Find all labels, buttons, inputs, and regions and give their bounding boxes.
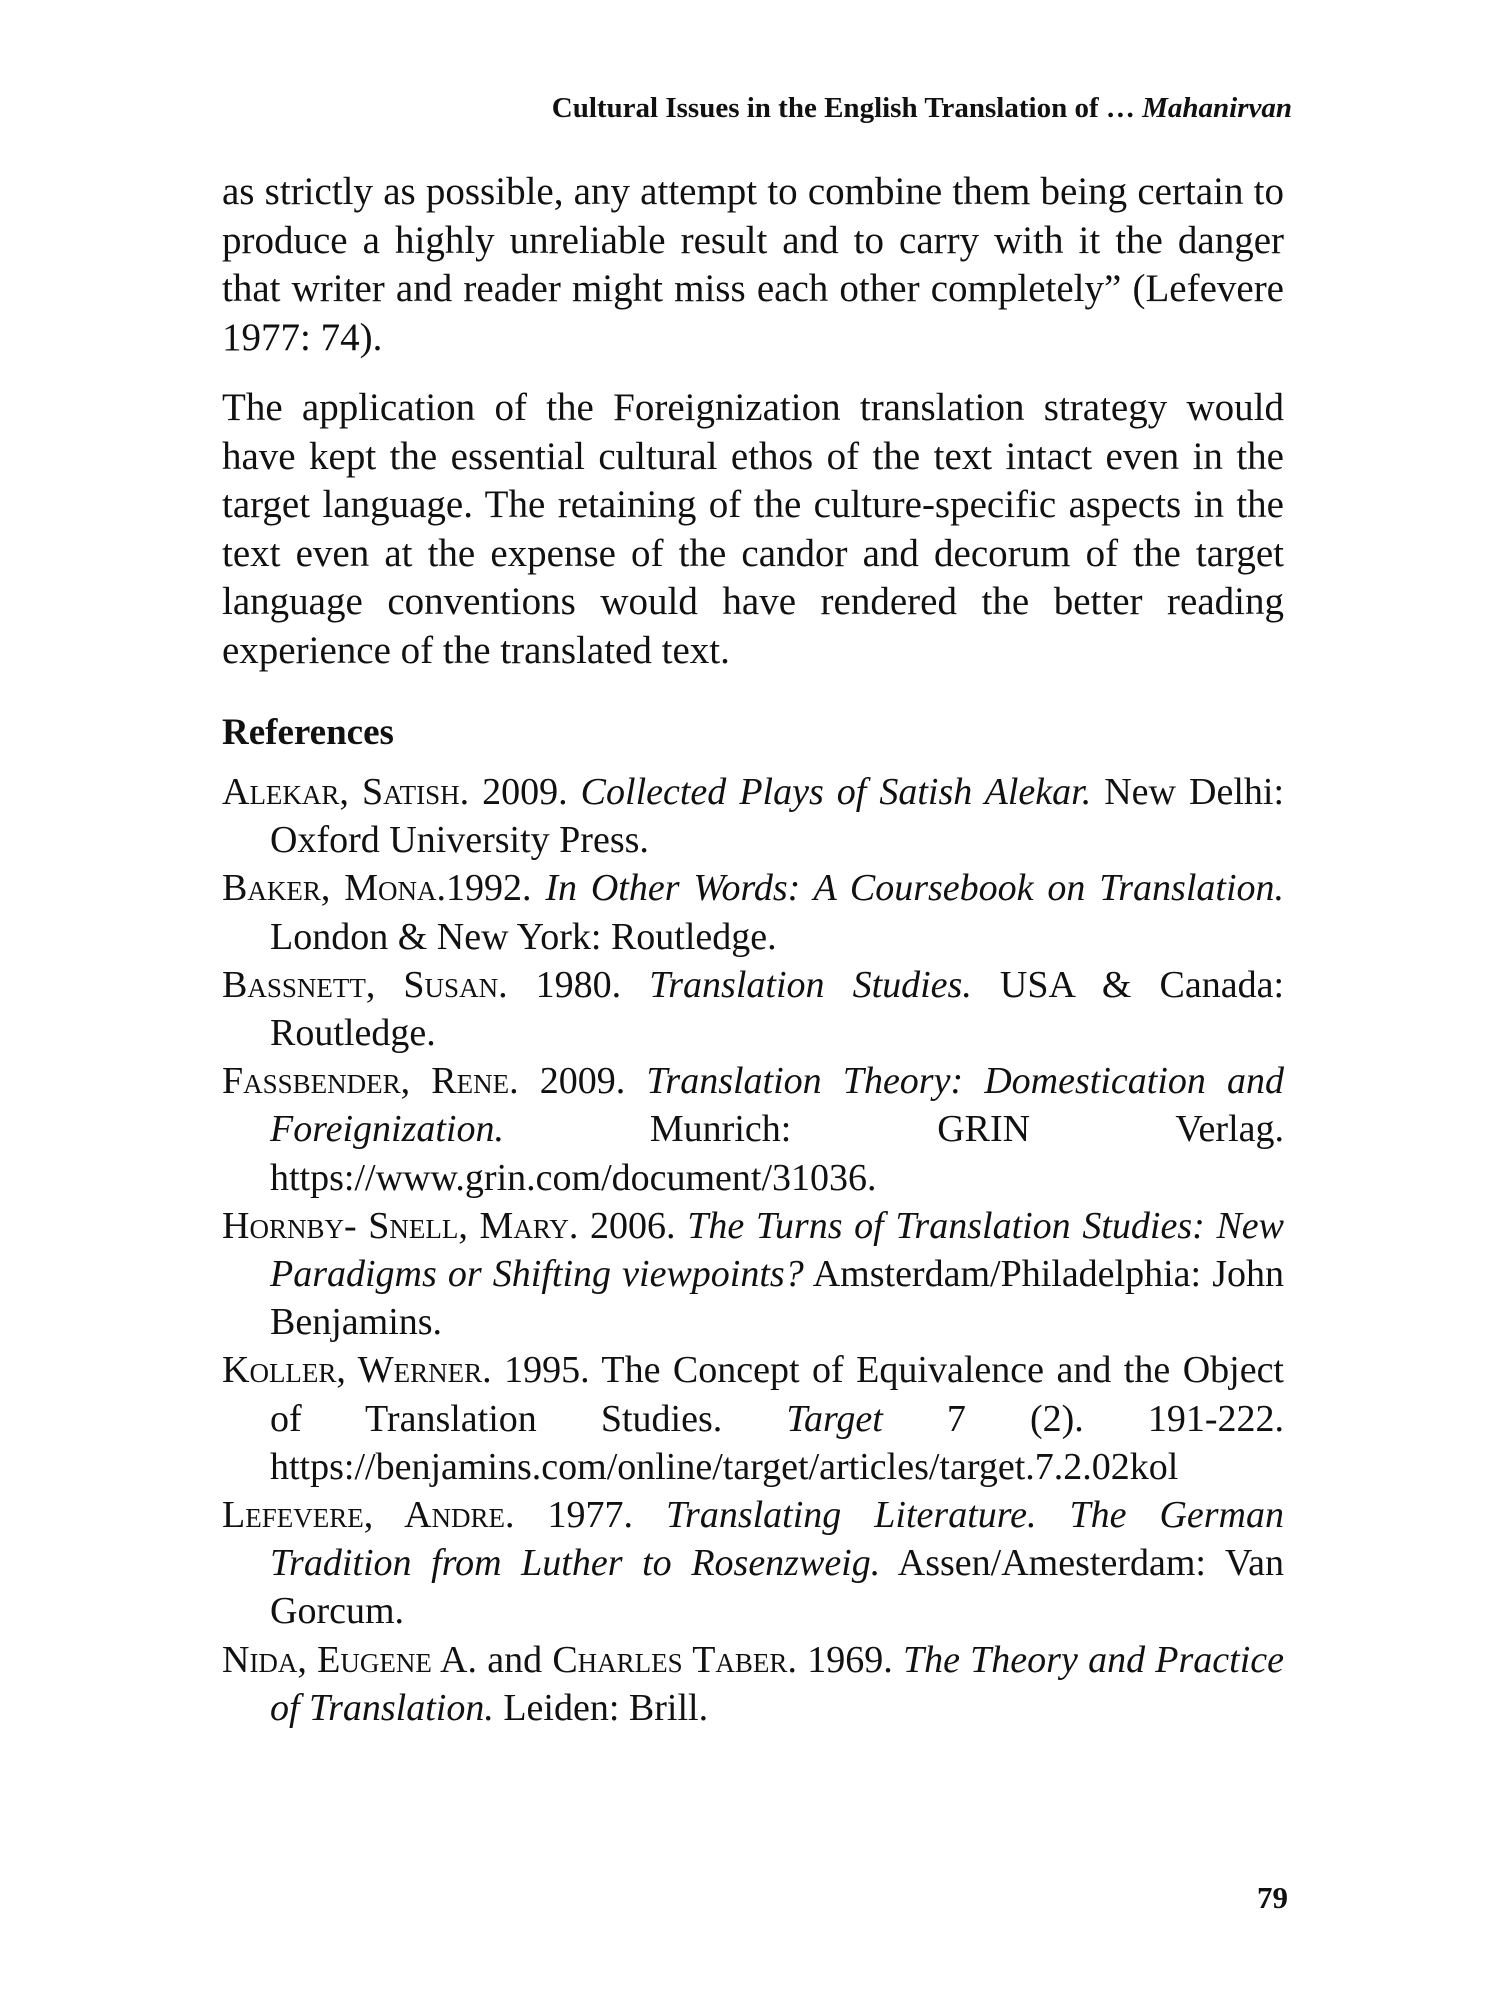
reference-author: Alekar, Satish. [222,771,470,813]
reference-pre: 2006. [578,1204,688,1247]
reference-entry [222,961,1284,1057]
reference-author: Koller, Werner. [222,1349,492,1392]
reference-entry [222,1202,1284,1347]
reference-post: Munrich: GRIN Verlag. https://www.grin.com/document/31036. [270,1108,1284,1199]
reference-title: The Theory and Practice of Translation. [270,1638,1285,1729]
reference-author: Bassnett, Susan. [222,963,508,1006]
reference-post: New Delhi: Oxford University Press. [270,771,1284,862]
reference-author-2: Charles Taber. [552,1638,797,1681]
reference-author: Baker, Mona. [222,867,446,910]
reference-title: Translation Studies. [649,963,972,1006]
reference-author: Lefevere, Andre. [222,1494,515,1537]
reference-title: Translating Literature. The German Tradition from Luther to Rosenzweig. [270,1494,1284,1585]
reference-post: 7 (2). 191-222. https://benjamins.com/online/target/articles/target.7.2.02kol [270,1397,1284,1488]
reference-post: Assen/Amesterdam: Van Gorcum. [270,1542,1284,1633]
reference-pre: 1992. [445,867,546,910]
reference-pre: 1977. [514,1494,667,1537]
reference-pre: 2009. [518,1060,647,1103]
page-number: 79 [1257,1880,1288,1915]
reference-pre-2: 1969. [796,1638,903,1681]
reference-entry [222,1636,1284,1732]
reference-entry [222,1346,1284,1491]
reference-entry [222,768,1284,864]
running-head-text: Cultural Issues in the English Translation of … [551,92,1143,124]
reference-title: The Turns of Translation Studies: New Paradigms or Shifting viewpoints? [270,1204,1284,1296]
reference-post: Amsterdam/Philadelphia: John Benjamins. [270,1253,1284,1344]
running-head-italic: Mahanirvan [1142,92,1292,124]
reference-post: London & New York: Routledge. [270,915,777,958]
reference-author: Fassbender, Rene. [222,1060,519,1103]
reference-pre: 2009. [469,771,581,813]
reference-title: Collected Plays of Satish Alekar. [580,771,1092,813]
reference-pre: 1980. [507,963,650,1006]
reference-entry [222,864,1284,960]
body-paragraph: as strictly as possible, any attempt to combine them being certain to produce a highly unreliable result and to carry with it the danger that writer and reader might miss each other completely” (Lefevere 1977: 74). [222,170,1284,359]
page-body [222,168,1284,1732]
reference-entry [222,1491,1284,1636]
reference-pre: 1995. The Concept of Equivalence and the Object of Translation Studies. [270,1349,1284,1440]
reference-title: Translation Theory: Domestication and Foreignization. [270,1060,1285,1151]
reference-pre: A. and [431,1638,553,1681]
reference-title: In Other Words: A Coursebook on Translation. [545,867,1285,910]
body-paragraph: The application of the Foreignization translation strategy would have kept the essential cultural ethos of the text intact even in the target language. The retaining of the culture-specific aspects in the text even at the expense of the candor and decorum of the target language conventions would have rendered the better reading experience of the translated text. [222,386,1284,672]
reference-post: Leiden: Brill. [493,1686,709,1729]
references-heading: References [222,712,394,753]
reference-post: USA & Canada: Routledge. [270,963,1285,1055]
reference-title: Target [786,1397,883,1440]
reference-entry [222,1057,1284,1202]
reference-author: Hornby- Snell, Mary. [222,1204,579,1247]
reference-author: Nida, Eugene [222,1638,432,1681]
running-head [552,92,1292,125]
